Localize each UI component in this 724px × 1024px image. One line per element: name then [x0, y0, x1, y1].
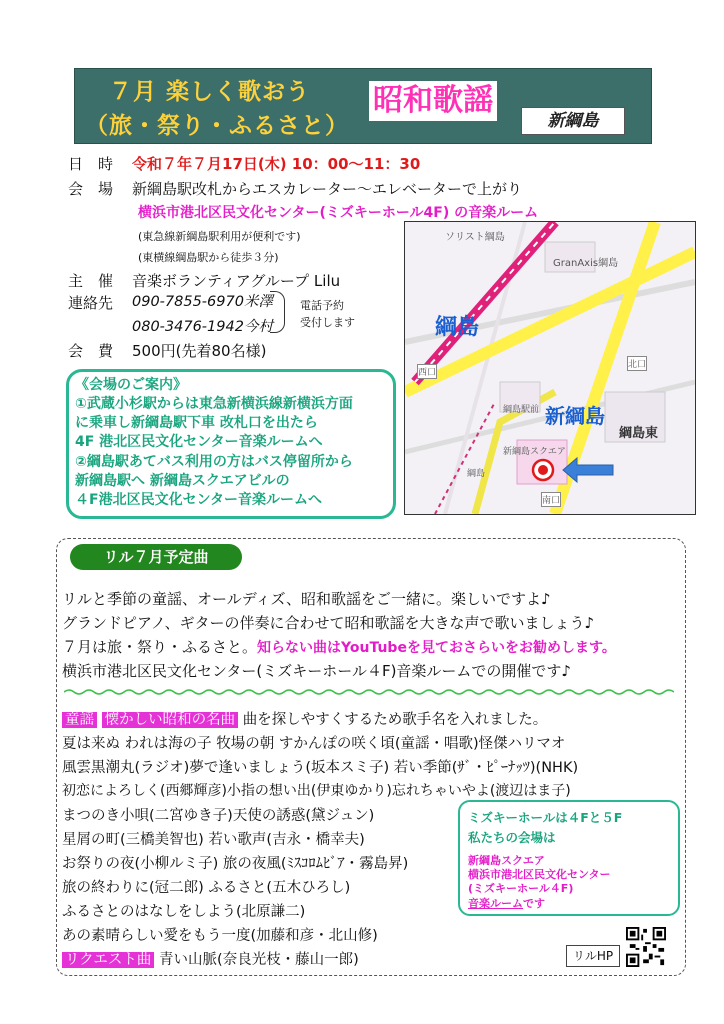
phone-2: 080-3476-1942今村: [132, 319, 273, 335]
request-line: [62, 948, 359, 969]
song-line: ふるさとのはなしをしよう(北原謙二): [62, 904, 306, 920]
venue-line1: 新綱島駅改札からエスカレーター～エレベーターで上がり: [132, 180, 523, 198]
venue-note1: (東急線新綱島駅利用が便利です): [138, 230, 301, 243]
contact-label: 連絡先: [68, 294, 114, 312]
intro-line3: [62, 636, 616, 657]
tag-showa: 懐かしい昭和の名曲: [102, 712, 239, 728]
map-label-granaxis: GranAxis綱島: [553, 258, 619, 269]
fee-label: 会 費: [68, 342, 114, 360]
map-label-tsunashima-small: 綱島: [467, 469, 486, 479]
hall-info-room: 音楽ルーム: [468, 897, 523, 910]
hall-info-line2: 私たちの会場は: [468, 830, 556, 845]
song-line: 旅の終わりに(冠二郎) ふるさと(五木ひろし): [62, 880, 351, 896]
hall-info-box: [458, 800, 680, 916]
request-songs: 青い山脈(奈良光枝・藤山一郎): [159, 952, 359, 968]
map-label-south-exit: 南口: [541, 492, 561, 507]
banner-place: 新綱島: [521, 107, 625, 135]
area-map: [404, 221, 696, 515]
hall-info-line4: 横浜市港北区民文化センター: [468, 868, 611, 881]
song-line: 夏は来ぬ われは海の子 牧場の朝 すかんぽの咲く頃(童謡・唱歌)怪傑ハリマオ: [62, 736, 566, 752]
phone-numbers: [132, 290, 273, 336]
phone-1: 090-7855-6970米澤: [132, 294, 273, 310]
map-label-eki-mae: 綱島駅前: [503, 405, 540, 415]
intro-line3-a: ７月は旅・祭り・ふるさと。: [62, 638, 258, 656]
map-label-sorist: ソリスト綱島: [445, 232, 505, 243]
hall-info-line3: 新綱島スクエア: [468, 854, 545, 867]
guide-line: に乗車し新綱島駅下車 改札口を出たら: [75, 415, 318, 431]
guide-line: ４F港北区民文化センター音楽ルームへ: [75, 492, 323, 508]
venue-guide-box: [66, 369, 396, 519]
guide-line: ②綱島駅あてバス利用の方はバス停留所から: [75, 454, 353, 470]
map-label-square: 新綱島スクエア: [503, 447, 566, 457]
guide-line: 4F 港北区民文化センター音楽ルームへ: [75, 434, 323, 450]
guide-line: 《会場のご案内》: [75, 377, 187, 393]
song-line: お祭りの夜(小柳ルミ子) 旅の夜風(ﾐｽｺﾛﾑﾋﾞｱ・霧島昇): [62, 856, 409, 872]
host-label: 主 催: [68, 272, 114, 290]
guide-line: 新綱島駅へ 新綱島スクエアビルの: [75, 473, 290, 489]
song-line: まつのき小唄(二宮ゆき子)天使の誘惑(黛ジュン): [62, 808, 375, 824]
phone-brace: [270, 291, 285, 333]
song-line: 風雲黒潮丸(ラジオ)夢で逢いましょう(坂本スミ子) 若い季節(ｻﾞ・ﾋﾟｰﾅｯﾂ)(NHK): [62, 760, 579, 776]
venue-line2: 横浜市港北区民文化センター(ミズキーホール4F) の音楽ルーム: [138, 205, 539, 221]
date-label: 日 時: [68, 155, 114, 173]
map-label-north-exit: 北口: [627, 356, 647, 371]
banner-genre: 昭和歌謡: [369, 81, 497, 121]
header-banner: [74, 68, 652, 144]
banner-title-line1: ７月 楽しく歌おう: [109, 79, 311, 105]
map-label-tsunashima-east: 綱島東: [619, 426, 659, 441]
map-label-west-exit: 西口: [417, 364, 437, 379]
tag-line: [62, 708, 547, 729]
intro-line3-b: 知らない曲はYouTubeを見ておさらいをお勧めします。: [257, 640, 616, 656]
intro-line2: グランドピアノ、ギターの伴奏に合わせて昭和歌謡を大きな声で歌いましょう♪: [62, 614, 595, 632]
venue-note2: (東横線綱島駅から徒歩３分): [138, 251, 279, 264]
banner-title-line2: （旅・祭り・ふるさと）: [85, 113, 349, 139]
fee-value: 500円(先着80名様): [132, 342, 267, 360]
map-label-tsunashima: 綱島: [435, 315, 480, 340]
song-line: 初恋によろしく(西郷輝彦)小指の想い出(伊東ゆかり)忘れちゃいやよ(渡辺はま子): [62, 783, 571, 799]
song-line: あの素晴らしい愛をもう一度(加藤和彦・北山修): [62, 928, 378, 944]
date-value: 令和７年７月17日(木) 10：00～11：30: [132, 155, 421, 173]
tag-note: 曲を探しやすくするため歌手名を入れました。: [242, 712, 548, 728]
intro-line1: リルと季節の童謡、オールディズ、昭和歌謡をご一緒に。楽しいですよ♪: [62, 590, 551, 608]
contact-note2: 受付します: [300, 316, 355, 329]
intro-line4: 横浜市港北区民文化センター(ミズキーホール４F)音楽ルームでの開催です♪: [62, 662, 572, 680]
hall-info-desu: です: [523, 897, 545, 910]
hall-info-line1: ミズキーホールは４Fと５F: [468, 810, 623, 825]
homepage-label: リルHP: [566, 945, 620, 967]
tag-request: リクエスト曲: [62, 952, 154, 968]
venue-label: 会 場: [68, 180, 114, 198]
qr-code-icon[interactable]: [626, 927, 666, 967]
map-label-shintsunashima: 新綱島: [545, 404, 605, 428]
host-value: 音楽ボランティアグループ Lilu: [132, 272, 341, 290]
contact-note1: 電話予約: [300, 299, 344, 312]
hall-info-line6: [468, 895, 545, 911]
song-section-title: リル７月予定曲: [70, 544, 242, 570]
tag-douyou: 童謡: [62, 712, 97, 728]
hall-info-line5: (ミズキーホール４F): [468, 882, 574, 895]
guide-line: ①武蔵小杉駅からは東急新横浜線新横浜方面: [75, 396, 353, 412]
song-line: 星屑の町(三橋美智也) 若い歌声(吉永・橋幸夫): [62, 832, 365, 848]
wavy-divider: [64, 688, 674, 696]
map-graphic: [405, 222, 695, 514]
